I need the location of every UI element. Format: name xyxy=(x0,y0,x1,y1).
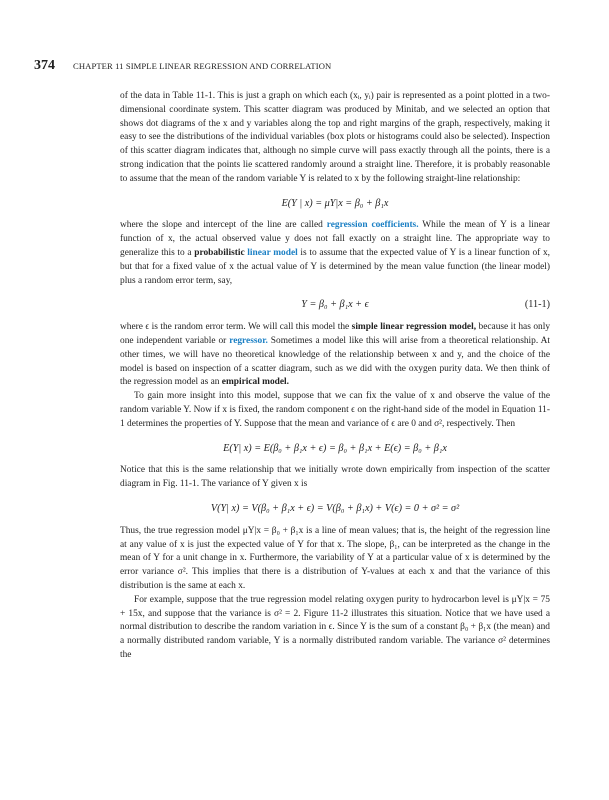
term-linear-model: linear model xyxy=(247,247,298,258)
chapter-title: CHAPTER 11 SIMPLE LINEAR REGRESSION AND CORRELATION xyxy=(73,61,332,71)
page-number: 374 xyxy=(34,58,55,73)
paragraph-notice: Notice that this is the same relationship that we initially wrote down empirically from inspection of the scatter diagram in Fig. 11-1. The variance of Y given x is xyxy=(120,465,550,490)
equation-variance xyxy=(120,502,550,516)
paragraph-scatter-diagram: of the data in Table 11-1. This is just a graph on which each (xᵢ, yᵢ) pair is represented as a point plotted in a two-dimensional coordinate system. This scatter diagram was produced by Minitab, and we selected an option that shows dot diagrams of the x and y variables along the top and right margins of the graph, respectively, making it easy to see the distributions of the individual variables (box plots or histograms could also be selected). Inspection of this scatter diagram indicates that, although no simple curve will pass exactly through all the points, there is a strong indication that the points lie scattered randomly around a straight line. Therefore, it is probably reasonable to assume that the mean of the random variable Y is related to x by the following straight-line relationship: xyxy=(120,91,550,184)
term-empirical-model: empirical model. xyxy=(221,377,289,388)
equation-expected-value-text: E(Y| x) = E(β₀ + β₁x + ϵ) = β₀ + β₁x + E(ϵ) = β₀ + β₁x xyxy=(223,442,447,454)
equation-mean-function-text: E(Y | x) = μY|x = β₀ + β₁x xyxy=(281,197,389,209)
paragraph-example: For example, suppose that the true regression model relating oxygen purity to hydrocarbon level is μY|x = 75 + 15x, and suppose that the variance is σ² = 2. Figure 11-2 illustrates this situation. Notice that we have used a normal distribution to describe the random variation in ϵ. Since Y is the sum of a constant β₀ + β₁x (the mean) and a normally distributed random variable, Y is a normally distributed random variable. The variance σ² determines the xyxy=(120,594,550,660)
body-text xyxy=(120,90,550,663)
equation-model xyxy=(120,298,550,312)
paragraph-simple-linear-regression: where ϵ is the random error term. We will call this model the simple linear regression model, because it has only one independent variable or regressor. Sometimes a model like this will arise from a theoretical relationship. At other times, we will have no theoretical knowledge of the relationship between x and y, and the choice of the model is based on inspection of a scatter diagram, such as we did with the oxygen purity data. We then think of the regression model as an empirical model. xyxy=(120,322,551,388)
paragraph-regression-coefficients: where the slope and intercept of the line are called regression coefficients. While the mean of Y is a linear function of x, the actual observed value y does not fall exactly on a straight line. The appropriate way to generalize this to a probabilistic linear model is to assume that the expected value of Y is a linear function of x, but that for a fixed value of x the actual value of Y is determined by the mean value function (the linear model) plus a random error term, say, xyxy=(120,220,550,286)
term-regression-coefficients: regression coefficients. xyxy=(326,220,419,231)
paragraph-insight: To gain more insight into this model, suppose that we can fix the value of x and observe the value of the random variable Y. Now if x is fixed, the random component ϵ on the right-hand side of the model in Equation 11-1 determines the properties of Y. Suppose that the mean and variance of ϵ are 0 and σ², respectively. Then xyxy=(120,391,550,429)
equation-variance-text: V(Y| x) = V(β₀ + β₁x + ϵ) = V(β₀ + β₁x) + V(ϵ) = 0 + σ² = σ² xyxy=(210,502,460,514)
term-probabilistic: probabilistic xyxy=(194,247,245,258)
equation-model-text: Y = β₀ + β₁x + ϵ xyxy=(301,299,369,311)
term-regressor: regressor. xyxy=(229,335,268,346)
term-simple-linear-regression-model: simple linear regression model, xyxy=(351,322,477,333)
paragraph-true-regression-model: Thus, the true regression model μY|x = β₀ + β₁x is a line of mean values; that is, the height of the regression line at any value of x is just the expected value of Y for that x. The slope, β₁, can be interpreted as the change in the mean of Y for a unit change in x. Furthermore, the variability of Y at a particular value of x is determined by the error variance σ². This implies that there is a distribution of Y-values at each x and that the variance of this distribution is the same at each x. xyxy=(120,525,550,591)
running-header xyxy=(34,56,331,74)
equation-expected-value xyxy=(120,442,550,456)
equation-number: (11-1) xyxy=(524,299,550,311)
equation-mean-function xyxy=(120,197,550,211)
